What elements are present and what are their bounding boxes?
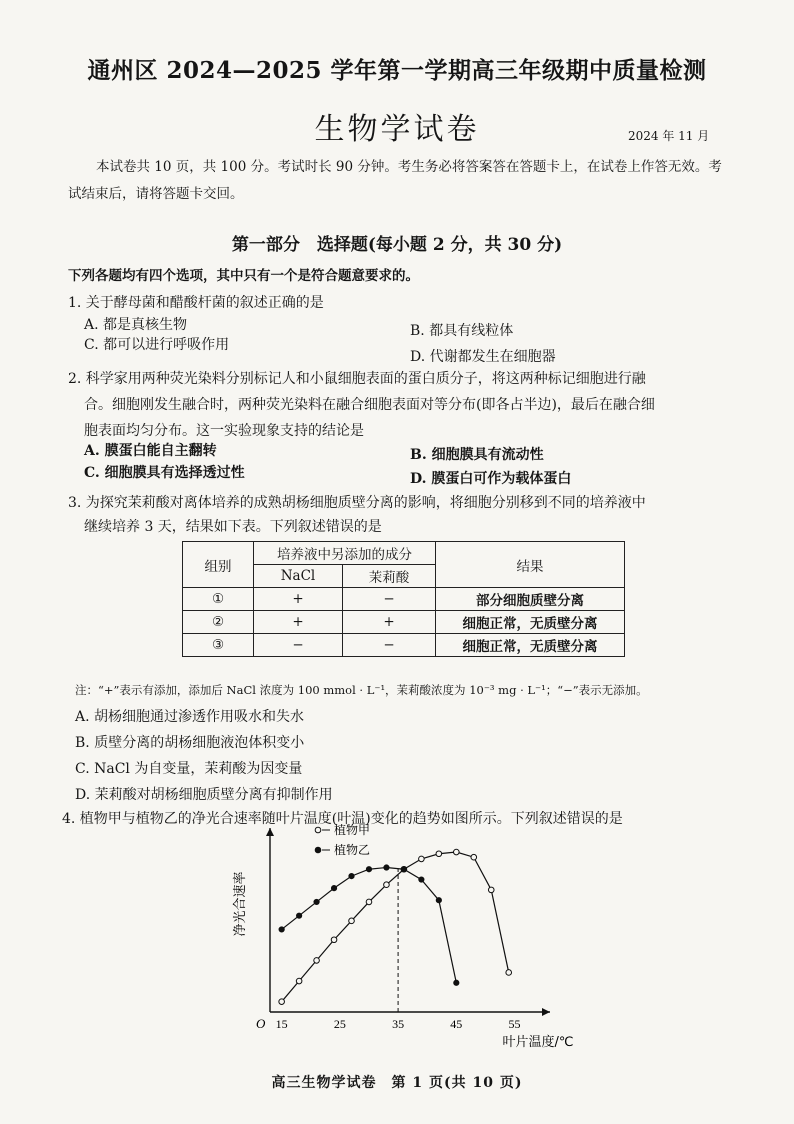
table-cell-nacl: − bbox=[254, 634, 343, 657]
table-cell-result: 细胞正常，无质壁分离 bbox=[436, 634, 625, 657]
series-0-point bbox=[366, 899, 372, 905]
x-tick-label: 35 bbox=[392, 1017, 405, 1031]
q1-option-b: B. 都具有线粒体 bbox=[410, 323, 514, 339]
q1-option-c: C. 都可以进行呼吸作用 bbox=[84, 337, 230, 353]
q2-option-a: A. 膜蛋白能自主翻转 bbox=[84, 443, 217, 459]
subject-title: 生物学试卷 bbox=[314, 112, 480, 147]
series-0-point bbox=[314, 958, 320, 964]
page-footer: 高三生物学试卷 第 1 页(共 10 页) bbox=[271, 1075, 523, 1091]
table-row bbox=[183, 588, 625, 611]
series-0-point bbox=[436, 851, 442, 857]
table-cell-nacl: + bbox=[254, 611, 343, 634]
series-1-point bbox=[384, 865, 389, 870]
legend-marker-0 bbox=[315, 827, 321, 833]
table-cell-ja: + bbox=[343, 611, 436, 634]
question-3-stem-line-2: 继续培养 3 天，结果如下表。下列叙述错误的是 bbox=[84, 519, 382, 535]
q3-option-a: A. 胡杨细胞通过渗透作用吸水和失水 bbox=[75, 709, 305, 725]
y-axis-label: 净光合速率 bbox=[233, 871, 248, 937]
table-cell-nacl: + bbox=[254, 588, 343, 611]
series-1-point bbox=[401, 867, 406, 872]
table-header-result: 结果 bbox=[436, 542, 625, 588]
series-1-point bbox=[297, 913, 302, 918]
x-tick-label: 25 bbox=[333, 1017, 346, 1031]
series-0-point bbox=[349, 918, 355, 924]
series-1-point bbox=[419, 877, 424, 882]
q2-option-d: D. 膜蛋白可作为载体蛋白 bbox=[410, 471, 572, 487]
table-cell-ja: − bbox=[343, 588, 436, 611]
table-cell-group: ② bbox=[183, 611, 254, 634]
legend-marker-1 bbox=[315, 847, 321, 853]
x-tick-label: 45 bbox=[450, 1017, 463, 1031]
table-cell-result: 部分细胞质壁分离 bbox=[436, 588, 625, 611]
q3-option-c: C. NaCl 为自变量，茉莉酸为因变量 bbox=[75, 761, 303, 777]
question-2-stem-line-1: 2. 科学家用两种荧光染料分别标记人和小鼠细胞表面的蛋白质分子，将这两种标记细胞进行融 bbox=[68, 371, 646, 387]
series-1-point bbox=[314, 899, 319, 904]
question-4-stem: 4. 植物甲与植物乙的净光合速率随叶片温度(叶温)变化的趋势如图所示。下列叙述错误的是 bbox=[62, 811, 623, 827]
series-0-point bbox=[331, 937, 337, 943]
table-cell-ja: − bbox=[343, 634, 436, 657]
x-tick-label: 55 bbox=[508, 1017, 521, 1031]
net-photosynthesis-chart bbox=[230, 820, 574, 1050]
q2-option-b: B. 细胞膜具有流动性 bbox=[410, 447, 544, 463]
table-header-added: 培养液中另添加的成分 bbox=[254, 542, 436, 565]
series-line-1 bbox=[282, 868, 457, 983]
exam-title: 通州区 2024—2025 学年第一学期高三年级期中质量检测 bbox=[87, 57, 707, 84]
exam-instructions: 本试卷共 10 页，共 100 分。考试时长 90 分钟。考生务必将答案答在答题卡上，在试卷上作答无效。考试结束后，请将答题卡交回。 bbox=[68, 159, 722, 202]
series-0-point bbox=[488, 887, 494, 893]
series-0-point bbox=[419, 856, 425, 862]
legend-label-0: 植物甲 bbox=[334, 823, 371, 837]
table-header-group: 组别 bbox=[183, 542, 254, 588]
table-note: 注：“+”表示有添加，添加后 NaCl 浓度为 100 mmol · L⁻¹，茉莉酸浓度为 10⁻³ mg · L⁻¹；“−”表示无添加。 bbox=[75, 683, 648, 697]
series-1-point bbox=[436, 898, 441, 903]
table-cell-result: 细胞正常，无质壁分离 bbox=[436, 611, 625, 634]
section-instruction: 下列各题均有四个选项，其中只有一个是符合题意要求的。 bbox=[68, 268, 419, 284]
series-1-point bbox=[454, 980, 459, 985]
legend-label-1: 植物乙 bbox=[334, 843, 371, 857]
series-0-point bbox=[454, 849, 460, 855]
series-1-point bbox=[279, 927, 284, 932]
table-cell-group: ① bbox=[183, 588, 254, 611]
series-0-point bbox=[296, 978, 302, 984]
exam-date: 2024 年 11 月 bbox=[628, 129, 710, 143]
origin-label: O bbox=[256, 1016, 266, 1031]
series-0-point bbox=[279, 999, 285, 1005]
question-3-stem-line-1: 3. 为探究茉莉酸对离体培养的成熟胡杨细胞质壁分离的影响，将细胞分别移到不同的培养液中 bbox=[68, 495, 646, 511]
table-header-nacl: NaCl bbox=[254, 565, 343, 588]
question-2-stem-line-2: 合。细胞刚发生融合时，两种荧光染料在融合细胞表面对等分布(即各占半边)，最后在融合细 bbox=[84, 397, 655, 413]
question-1-stem: 1. 关于酵母菌和醋酸杆菌的叙述正确的是 bbox=[68, 295, 324, 311]
q3-option-b: B. 质壁分离的胡杨细胞液泡体积变小 bbox=[75, 735, 305, 751]
series-0-point bbox=[506, 970, 512, 976]
series-0-point bbox=[471, 854, 477, 860]
q3-option-d: D. 茉莉酸对胡杨细胞质壁分离有抑制作用 bbox=[75, 787, 333, 803]
x-tick-label: 15 bbox=[275, 1017, 288, 1031]
question-2-stem-line-3: 胞表面均匀分布。这一实验现象支持的结论是 bbox=[84, 423, 364, 439]
table-header-ja: 茉莉酸 bbox=[343, 565, 436, 588]
series-1-point bbox=[331, 886, 336, 891]
results-table bbox=[182, 541, 625, 657]
table-row bbox=[183, 634, 625, 657]
x-axis-label: 叶片温度/℃ bbox=[502, 1035, 574, 1050]
series-line-0 bbox=[282, 852, 509, 1002]
section-title: 第一部分 选择题(每小题 2 分，共 30 分) bbox=[231, 235, 563, 255]
series-0-point bbox=[384, 882, 390, 888]
table-cell-group: ③ bbox=[183, 634, 254, 657]
q1-option-d: D. 代谢都发生在细胞器 bbox=[410, 349, 556, 365]
q1-option-a: A. 都是真核生物 bbox=[84, 317, 188, 333]
x-axis-arrow bbox=[542, 1008, 550, 1016]
q2-option-c: C. 细胞膜具有选择透过性 bbox=[84, 465, 245, 481]
series-1-point bbox=[366, 867, 371, 872]
series-1-point bbox=[349, 874, 354, 879]
y-axis-arrow bbox=[266, 828, 274, 836]
table-row bbox=[183, 611, 625, 634]
